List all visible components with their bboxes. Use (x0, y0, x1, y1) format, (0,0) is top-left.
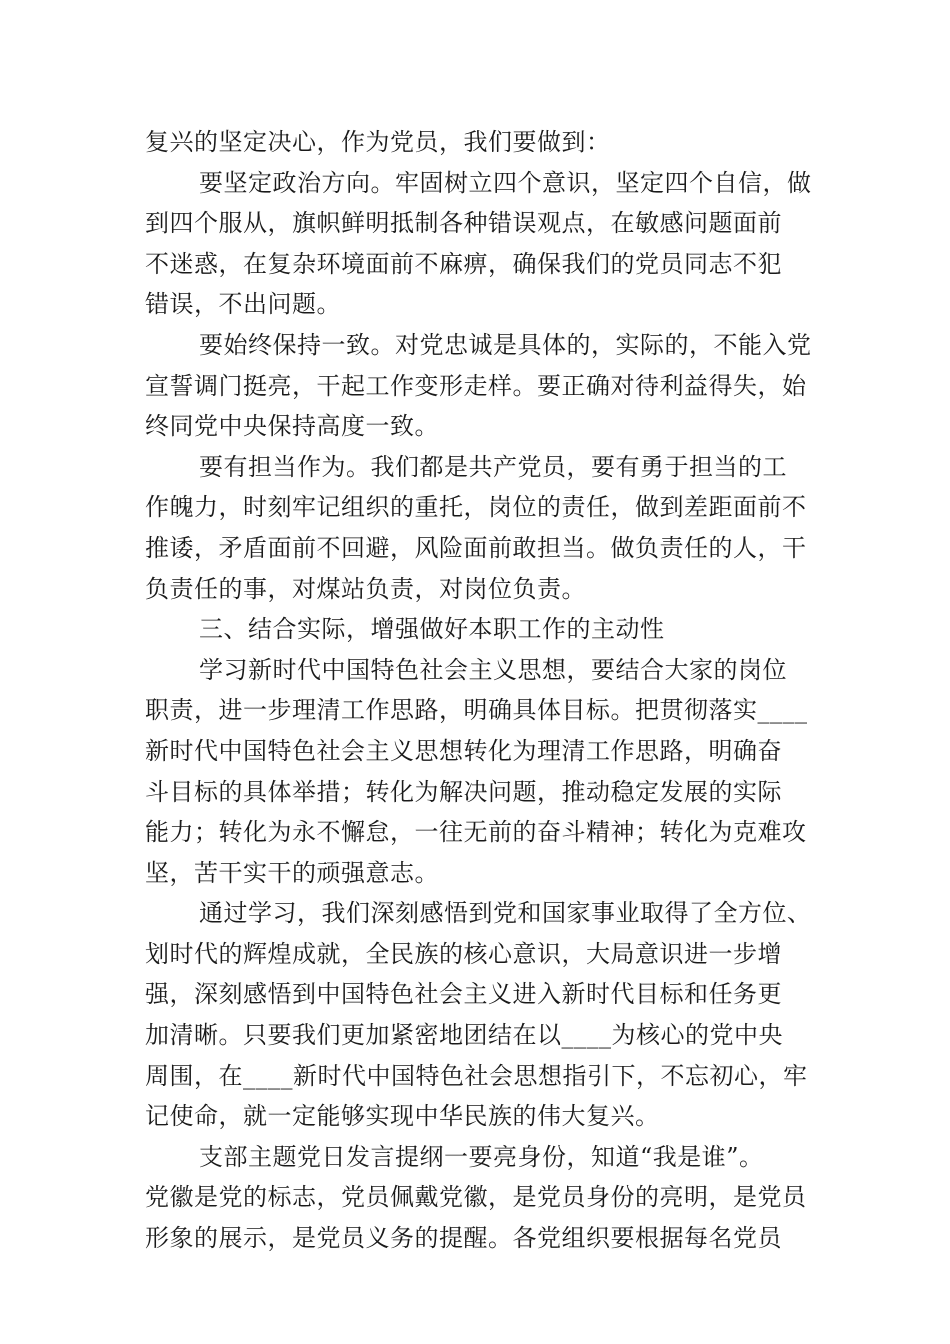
text-line: 通过学习，我们深刻感悟到党和国家事业取得了全方位、 (199, 899, 812, 928)
text-line: 学习新时代中国特色社会主义思想，要结合大家的岗位 (199, 655, 787, 684)
text-line: 形象的展示，是党员义务的提醒。各党组织要根据每名党员 (145, 1224, 782, 1253)
text-line: 到四个服从，旗帜鲜明抵制各种错误观点，在敏感问题面前 (145, 209, 782, 238)
text-line: 能力；转化为永不懈怠，一往无前的奋斗精神；转化为克难攻 (145, 818, 807, 847)
text-line: 斗目标的具体举措；转化为解决问题，推动稳定发展的实际 (145, 777, 782, 806)
text-line: 作魄力，时刻牢记组织的重托，岗位的责任，做到差距面前不 (145, 493, 807, 522)
text-line: 推诿，矛盾面前不回避，风险面前敢担当。做负责任的人，干 (145, 533, 807, 562)
text-line: 要坚定政治方向。牢固树立四个意识，坚定四个自信，做 (199, 168, 812, 197)
text-line: 不迷惑，在复杂环境面前不麻痹，确保我们的党员同志不犯 (145, 249, 782, 278)
text-line: 要有担当作为。我们都是共产党员，要有勇于担当的工 (199, 452, 787, 481)
text-line: 负责任的事，对煤站负责，对岗位负责。 (145, 574, 586, 603)
text-line: 周围，在____新时代中国特色社会思想指引下，不忘初心，牢 (145, 1061, 808, 1090)
text-line: 加清晰。只要我们更加紧密地团结在以____为核心的党中央 (145, 1021, 783, 1050)
text-line: 宣誓调门挺亮，干起工作变形走样。要正确对待利益得失，始 (145, 371, 807, 400)
text-line: 划时代的辉煌成就，全民族的核心意识，大局意识进一步增 (145, 939, 782, 968)
text-line: 要始终保持一致。对党忠诚是具体的，实际的，不能入党 (199, 330, 812, 359)
text-line: 错误，不出问题。 (145, 290, 341, 319)
document-body (145, 122, 810, 1259)
text-line: 记使命，就一定能够实现中华民族的伟大复兴。 (145, 1102, 660, 1131)
text-line: 支部主题党日发言提纲一要亮身份，知道“我是谁”。 (199, 1142, 764, 1171)
text-line: 坚，苦干实干的顽强意志。 (145, 858, 439, 887)
section-heading: 三、结合实际，增强做好本职工作的主动性 (199, 615, 665, 644)
text-line: 终同党中央保持高度一致。 (145, 412, 439, 441)
text-line: 复兴的坚定决心，作为党员，我们要做到： (145, 128, 611, 156)
text-line: 强，深刻感悟到中国特色社会主义进入新时代目标和任务更 (145, 980, 782, 1009)
text-line: 新时代中国特色社会主义思想转化为理清工作思路，明确奋 (145, 736, 782, 765)
text-line: 职责，进一步理清工作思路，明确具体目标。把贯彻落实____ (145, 696, 808, 725)
text-line: 党徽是党的标志，党员佩戴党徽，是党员身份的亮明，是党员 (145, 1183, 807, 1212)
